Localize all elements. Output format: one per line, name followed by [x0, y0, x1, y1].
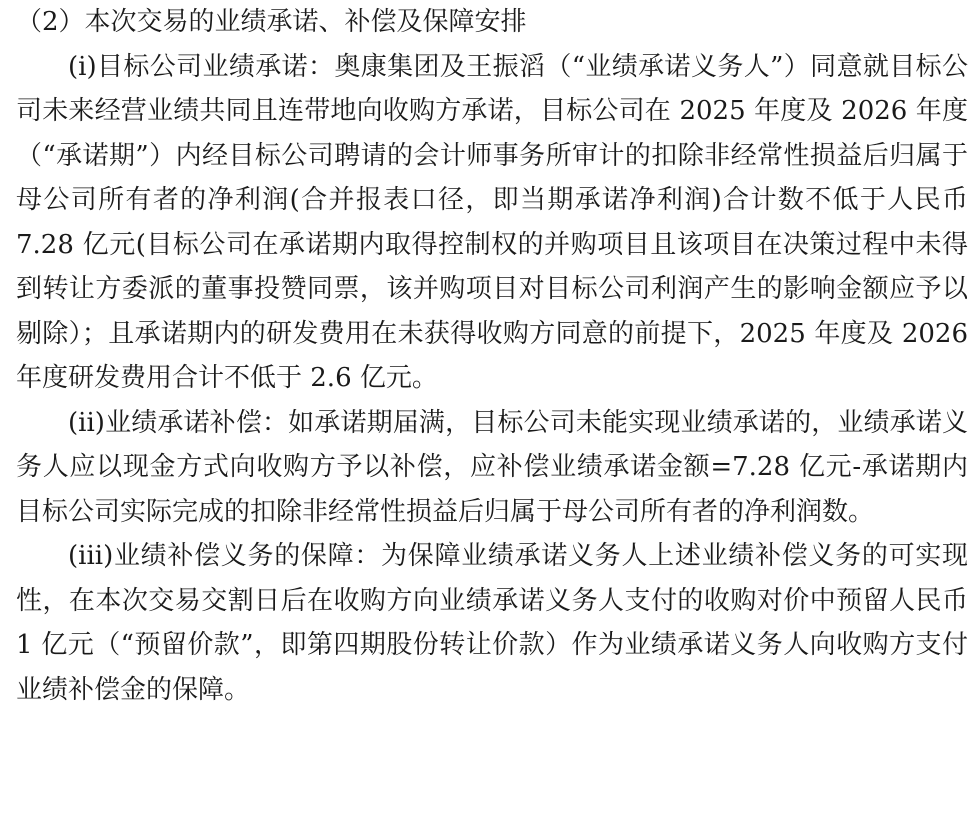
document-body — [16, 0, 968, 712]
paragraph-compensation-guarantee: (iii)业绩补偿义务的保障：为保障业绩承诺义务人上述业绩补偿义务的可实现性，在本次交易交割日后在收购方向业绩承诺义务人支付的收购对价中预留人民币 1 亿元（“预留价款”，即第四期股份转让价款）作为业绩承诺义务人向收购方支付业绩补偿金的保障。 — [16, 541, 968, 705]
paragraph-commitment-compensation: (ii)业绩承诺补偿：如承诺期届满，目标公司未能实现业绩承诺的，业绩承诺义务人应以现金方式向收购方予以补偿，应补偿业绩承诺金额=7.28 亿元-承诺期内目标公司实际完成的扣除非经常性损益后归属于母公司所有者的净利润数。 — [16, 407, 968, 527]
paragraph-performance-commitment: (i)目标公司业绩承诺：奥康集团及王振滔（“业绩承诺义务人”）同意就目标公司未来经营业绩共同且连带地向收购方承诺，目标公司在 2025 年度及 2026 年度（“承诺期”）内经目标公司聘请的会计师事务所审计的扣除非经常性损益后归属于母公司所有者的净利润(合并报表口径，即当期承诺净利润)合计数不低于人民币 7.28 亿元(目标公司在承诺期内取得控制权的并购项目且该项目在决策过程中未得到转让方委派的董事投赞同票，该并购项目对目标公司利润产生的影响金额应予以剔除）；且承诺期内的研发费用在未获得收购方同意的前提下，2025 年度及 2026 年度研发费用合计不低于 2.6 亿元。 — [16, 51, 968, 393]
section-heading: （2）本次交易的业绩承诺、补偿及保障安排 — [16, 7, 527, 37]
